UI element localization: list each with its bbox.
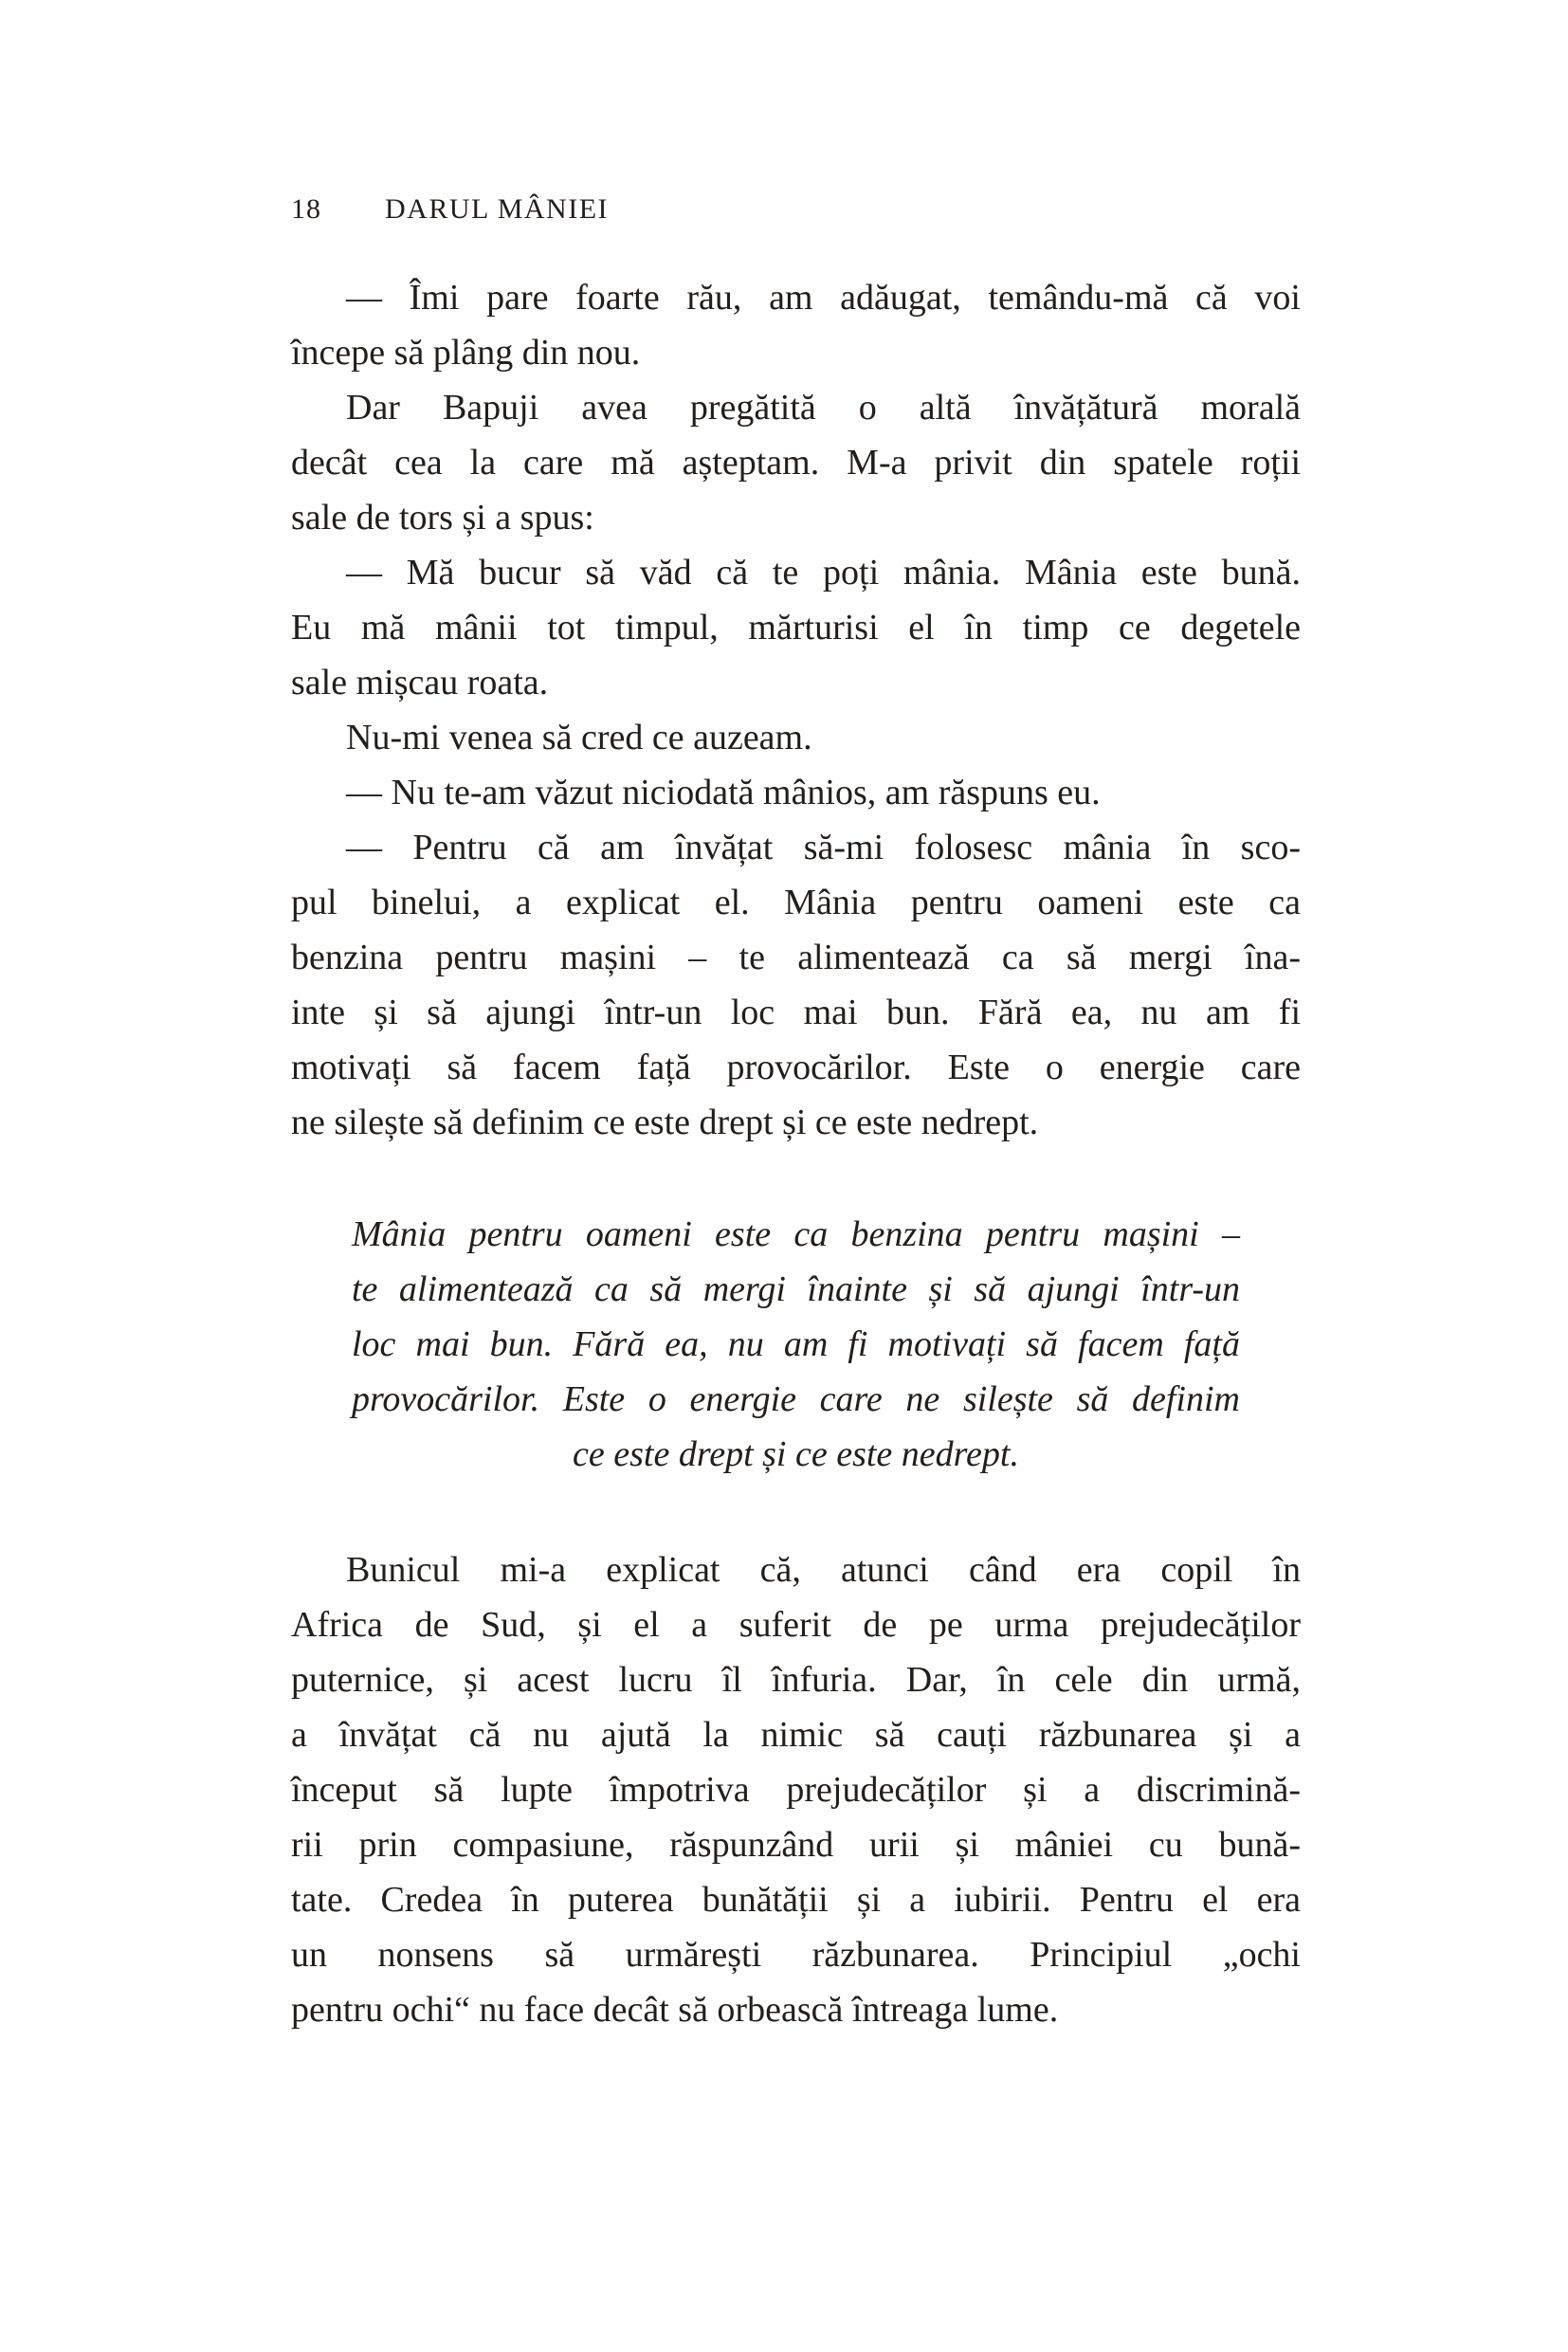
paragraph xyxy=(291,1542,1301,2037)
paragraph xyxy=(291,380,1301,545)
text-line: Nu-mi venea să cred ce auzeam. xyxy=(346,718,812,757)
text-block xyxy=(291,192,1301,2037)
quote-line: provocărilor. Este o energie care ne silește să definim xyxy=(352,1379,1240,1419)
quote-line: ce este drept și ce este nedrept. xyxy=(573,1434,1019,1474)
text-line: un nonsens să urmărești răzbunarea. Principiul „ochi xyxy=(291,1935,1301,1975)
text-line: Africa de Sud, și el a suferit de pe urma prejudecăților xyxy=(291,1605,1301,1645)
text-line: a învățat că nu ajută la nimic să cauți răzbunarea și a xyxy=(291,1715,1301,1755)
quote-line: loc mai bun. Fără ea, nu am fi motivați să facem față xyxy=(352,1324,1240,1364)
text-line: benzina pentru mașini – te alimentează ca să mergi îna- xyxy=(291,938,1301,977)
page-header xyxy=(291,192,1301,227)
quote-line: te alimentează ca să mergi înainte și să ajungi într-un xyxy=(352,1269,1240,1309)
text-line: Dar Bapuji avea pregătită o altă învățătură morală xyxy=(346,388,1301,428)
paragraph xyxy=(291,765,1301,820)
text-line: sale mișcau roata. xyxy=(291,663,549,702)
text-line: ne silește să definim ce este drept și ce este nedrept. xyxy=(291,1103,1039,1142)
text-line: sale de tors și a spus: xyxy=(291,498,594,538)
text-line: pentru ochi“ nu face decât să orbească întreaga lume. xyxy=(291,1990,1059,2030)
paragraph xyxy=(291,820,1301,1150)
paragraph xyxy=(291,270,1301,380)
paragraph xyxy=(291,545,1301,710)
text-line: — Mă bucur să văd că te poți mânia. Mânia este bună. xyxy=(346,553,1301,593)
text-line: Eu mă mânii tot timpul, mărturisi el în timp ce degetele xyxy=(291,608,1301,647)
text-line: decât cea la care mă așteptam. M-a privit din spatele roții xyxy=(291,443,1301,483)
text-line: — Pentru că am învățat să-mi folosesc mânia în sco- xyxy=(346,828,1301,867)
text-line: început să lupte împotriva prejudecăților și a discrimină- xyxy=(291,1770,1301,1810)
text-line: Bunicul mi-a explicat că, atunci când era copil în xyxy=(346,1550,1301,1590)
text-line: motivați să facem față provocărilor. Este o energie care xyxy=(291,1048,1301,1087)
paragraph xyxy=(291,710,1301,765)
page-body xyxy=(291,270,1301,2037)
quote-line: Mânia pentru oameni este ca benzina pentru mașini – xyxy=(352,1214,1240,1254)
text-line: pul binelui, a explicat el. Mânia pentru oameni este ca xyxy=(291,883,1301,922)
text-line: — Îmi pare foarte rău, am adăugat, temându-mă că voi xyxy=(346,278,1301,318)
block-quote xyxy=(352,1207,1240,1482)
text-line: inte și să ajungi într-un loc mai bun. Fără ea, nu am fi xyxy=(291,993,1301,1032)
text-line: puternice, și acest lucru îl înfuria. Dar, în cele din urmă, xyxy=(291,1660,1301,1700)
text-line: rii prin compasiune, răspunzând urii și mâniei cu bună- xyxy=(291,1825,1301,1865)
text-line: tate. Credea în puterea bunătății și a iubirii. Pentru el era xyxy=(291,1880,1301,1920)
text-line: începe să plâng din nou. xyxy=(291,333,641,373)
page-number: 18 xyxy=(291,193,321,225)
running-title: DARUL MÂNIEI xyxy=(385,193,610,225)
text-line: — Nu te-am văzut niciodată mânios, am răspuns eu. xyxy=(346,773,1101,812)
